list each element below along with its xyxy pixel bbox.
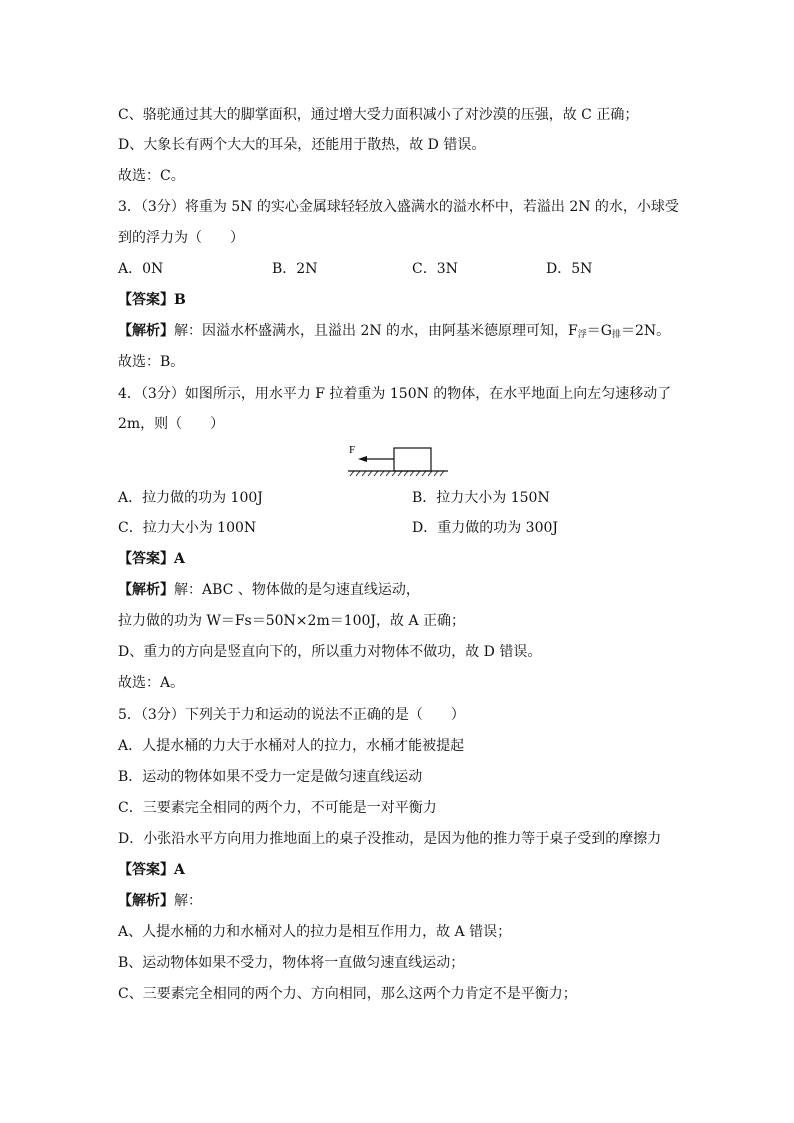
question-3-stem: 3．（3分）将重为 5N 的实心金属球轻轻放入盛满水的溢水杯中，若溢出 2N 的水，小球受	[118, 199, 679, 215]
explanation-text: ＝2N。	[621, 323, 671, 339]
text-line: C、三要素完全相同的两个力、方向相同，那么这两个力肯定不是平衡力；	[118, 986, 577, 1002]
q4-option-b: B．拉力大小为 150N	[412, 490, 550, 506]
q5-option-c: C．三要素完全相同的两个力，不可能是一对平衡力	[118, 800, 437, 816]
force-diagram	[346, 440, 450, 478]
q4-option-d: D．重力做的功为 300J	[412, 520, 559, 536]
q4-explanation	[118, 581, 420, 599]
block	[394, 448, 431, 471]
q5-option-b: B．运动的物体如果不受力一定是做匀速直线运动	[118, 769, 423, 785]
q5-explanation	[118, 892, 202, 910]
text-line: 拉力做的功为 W＝Fs＝50N×2m＝100J，故 A 正确；	[118, 613, 466, 629]
question-3-stem-cont: 到的浮力为（ ）	[118, 230, 244, 246]
subscript: 浮	[577, 330, 587, 340]
explanation-text: 解：ABC 、物体做的是匀速直线运动，	[174, 582, 420, 598]
text-line: D、重力的方向是竖直向下的，所以重力对物体不做功，故 D 错误。	[118, 644, 542, 660]
q4-selection: 故选：A。	[118, 675, 185, 691]
question-5-stem: 5．（3分）下列关于力和运动的说法不正确的是（ ）	[118, 707, 465, 723]
q3-option-c: C．3N	[412, 261, 458, 277]
arrow-head-icon	[358, 456, 367, 462]
text-line: B、运动物体如果不受力，物体将一直做匀速直线运动；	[118, 955, 465, 971]
explanation-text: 解：因溢水杯盛满水，且溢出 2N 的水，由阿基米德原理可知，F	[174, 323, 578, 339]
text-line: C、骆驼通过其大的脚掌面积，通过增大受力面积减小了对沙漠的压强，故 C 正确；	[118, 107, 639, 123]
q4-answer: 【答案】A	[118, 551, 185, 567]
ground-hatching	[350, 471, 444, 476]
q5-answer: 【答案】A	[118, 862, 185, 878]
q3-option-b: B．2N	[272, 261, 318, 277]
question-4-stem: 4．（3分）如图所示，用水平力 F 拉着重为 150N 的物体，在水平地面上向左匀速移动了	[118, 386, 672, 402]
force-label: F	[349, 444, 356, 456]
q3-option-d: D．5N	[546, 261, 593, 277]
q3-explanation	[118, 322, 670, 344]
explanation-text: ＝G	[586, 323, 612, 339]
explanation-label: 【解析】	[118, 582, 174, 598]
q5-option-d: D．小张沿水平方向用力推地面上的桌子没推动，是因为他的推力等于桌子受到的摩擦力	[118, 831, 662, 847]
explanation-label: 【解析】	[118, 323, 174, 339]
text-line: 故选：C。	[118, 168, 185, 184]
subscript: 排	[611, 330, 621, 340]
question-4-stem-cont: 2m，则（ ）	[118, 416, 225, 432]
q3-selection: 故选：B。	[118, 354, 185, 370]
explanation-text: 解：	[174, 893, 202, 909]
q3-option-a: A．0N	[118, 261, 164, 277]
q5-option-a: A．人提水桶的力大于水桶对人的拉力，水桶才能被提起	[118, 738, 465, 754]
q4-option-c: C．拉力大小为 100N	[118, 520, 257, 536]
text-line: D、大象长有两个大大的耳朵，还能用于散热，故 D 错误。	[118, 137, 486, 153]
q3-answer: 【答案】B	[118, 292, 186, 308]
text-line: A、人提水桶的力和水桶对人的拉力是相互作用力，故 A 错误；	[118, 924, 512, 940]
explanation-label: 【解析】	[118, 893, 174, 909]
q4-option-a: A．拉力做的功为 100J	[118, 490, 263, 506]
